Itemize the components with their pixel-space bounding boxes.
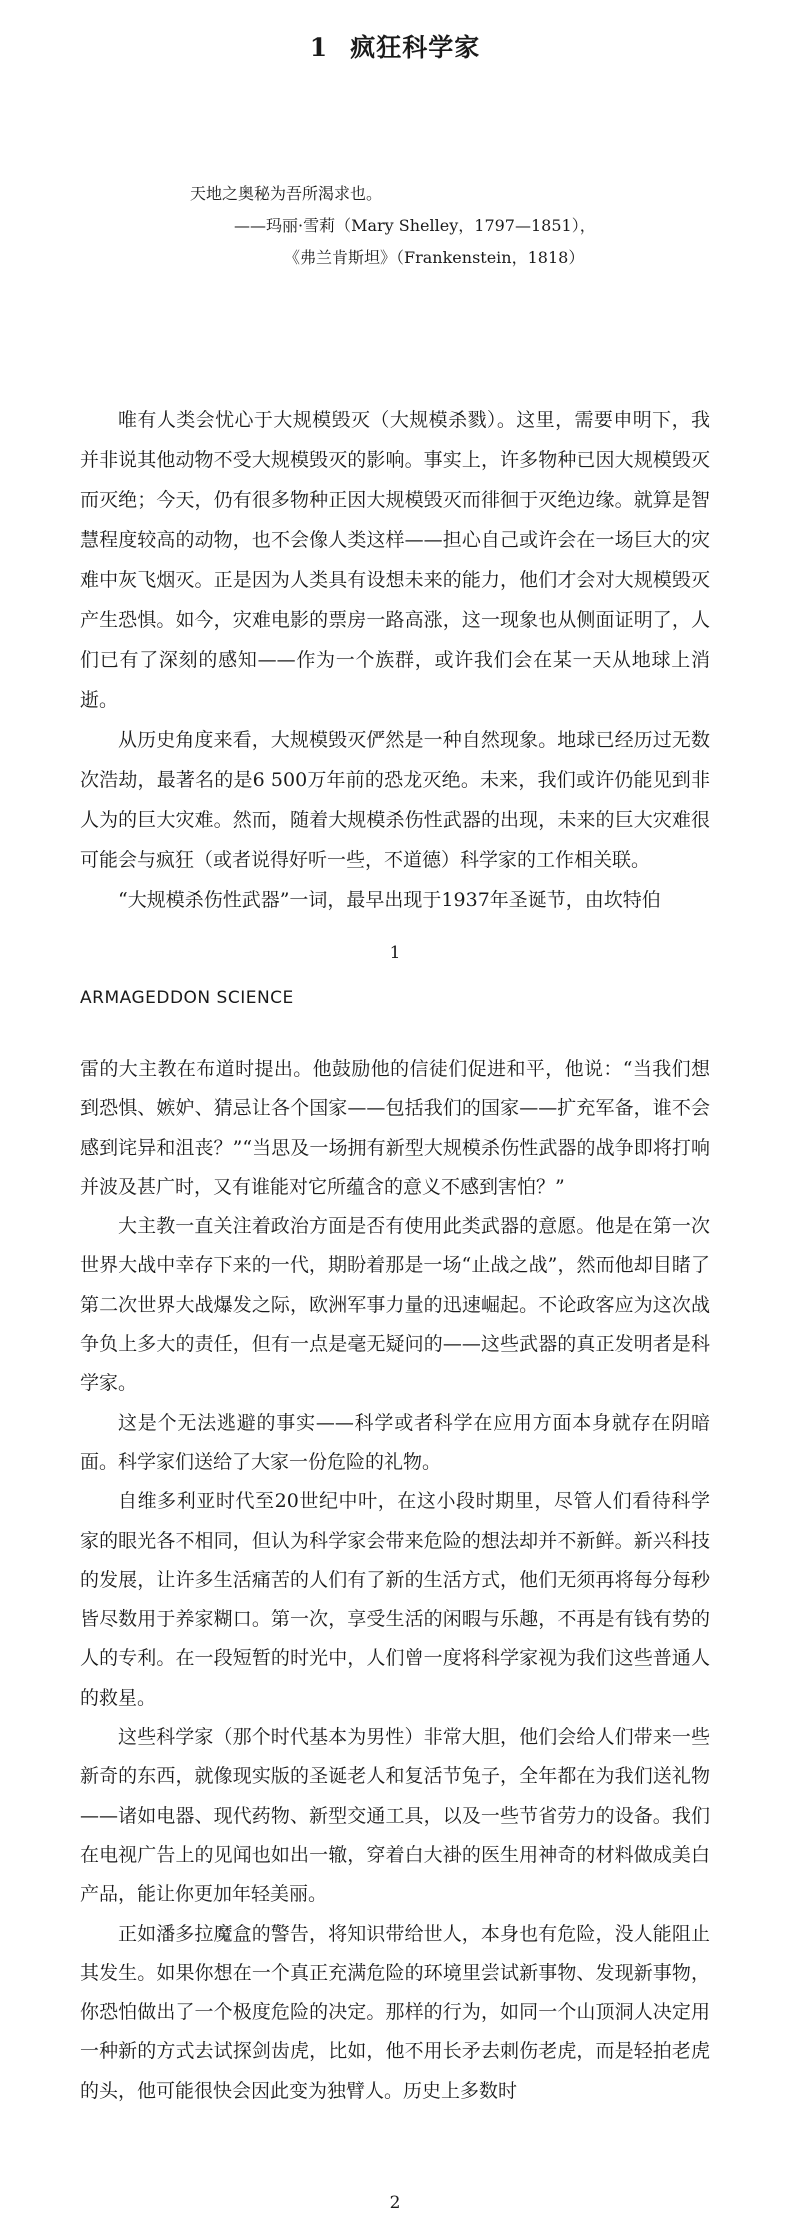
running-head: ARMAGEDDON SCIENCE bbox=[80, 988, 294, 1008]
page-2-body bbox=[80, 1050, 710, 2111]
epigraph bbox=[190, 178, 596, 274]
paragraph: 自维多利亚时代至20世纪中叶，在这小段时期里，尽管人们看待科学家的眼光各不相同，但认为科学家会带来危险的想法却并不新鲜。新兴科技的发展，让许多生活痛苦的人们有了新的生活方式，他们无须再将每分每秒皆尽数用于养家糊口。第一次，享受生活的闲暇与乐趣，不再是有钱有势的人的专利。在一段短暂的时光中，人们曾一度将科学家视为我们这些普通人的救星。 bbox=[80, 1490, 710, 1709]
epigraph-work: 《弗兰肯斯坦》（Frankenstein，1818） bbox=[284, 248, 585, 267]
paragraph: 这些科学家（那个时代基本为男性）非常大胆，他们会给人们带来一些新奇的东西，就像现实版的圣诞老人和复活节兔子，全年都在为我们送礼物——诸如电器、现代药物、新型交通工具，以及一些节省劳力的设备。我们在电视广告上的见闻也如出一辙，穿着白大褂的医生用神奇的材料做成美白产品，能让你更加年轻美丽。 bbox=[80, 1726, 710, 1906]
chapter-title-text: 疯狂科学家 bbox=[350, 33, 481, 62]
chapter-title bbox=[0, 28, 790, 64]
page-2 bbox=[0, 990, 790, 2231]
page-number: 1 bbox=[389, 943, 401, 963]
page-1-body bbox=[80, 400, 710, 920]
paragraph: 这是个无法逃避的事实——科学或者科学在应用方面本身就存在阴暗面。科学家们送给了大家一份危险的礼物。 bbox=[80, 1411, 710, 1473]
paragraph: 大主教一直关注着政治方面是否有使用此类武器的意愿。他是在第一次世界大战中幸存下来的一代，期盼着那是一场“止战之战”，然而他却目睹了第二次世界大战爆发之际，欧洲军事力量的迅速崛起。不论政客应为这次战争负上多大的责任，但有一点是毫无疑问的——这些武器的真正发明者是科学家。 bbox=[80, 1215, 710, 1395]
paragraph: 正如潘多拉魔盒的警告，将知识带给世人，本身也有危险，没人能阻止其发生。如果你想在一个真正充满危险的环境里尝试新事物、发现新事物，你恐怕做出了一个极度危险的决定。那样的行为，如同一个山顶洞人决定用一种新的方式去试探剑齿虎，比如，他不用长矛去刺伤老虎，而是轻拍老虎的头，他可能很快会因此变为独臂人。历史上多数时 bbox=[80, 1922, 710, 2102]
chapter-number: 1 bbox=[309, 33, 329, 62]
epigraph-author: ——玛丽·雪莉（Mary Shelley，1797—1851）， bbox=[234, 216, 596, 235]
paragraph: 唯有人类会忧心于大规模毁灭（大规模杀戮）。这里，需要申明下，我并非说其他动物不受大规模毁灭的影响。事实上，许多物种已因大规模毁灭而灭绝；今天，仍有很多物种正因大规模毁灭而徘徊于灭绝边缘。就算是智慧程度较高的动物，也不会像人类这样——担心自己或许会在一场巨大的灾难中灰飞烟灭。正是因为人类具有设想未来的能力，他们才会对大规模毁灭产生恐惧。如今，灾难电影的票房一路高涨，这一现象也从侧面证明了，人们已有了深刻的感知——作为一个族群，或许我们会在某一天从地球上消逝。 bbox=[80, 409, 710, 711]
paragraph: 雷的大主教在布道时提出。他鼓励他的信徒们促进和平，他说：“当我们想到恐惧、嫉妒、猜忌让各个国家——包括我们的国家——扩充军备，谁不会感到诧异和沮丧？”“当思及一场拥有新型大规模杀伤性武器的战争即将打响并波及甚广时，又有谁能对它所蕴含的意义不感到害怕？” bbox=[80, 1058, 710, 1198]
epigraph-quote: 天地之奥秘为吾所渴求也。 bbox=[190, 184, 383, 203]
page-1 bbox=[0, 0, 790, 990]
paragraph: “大规模杀伤性武器”一词，最早出现于1937年圣诞节，由坎特伯 bbox=[118, 889, 661, 911]
paragraph: 从历史角度来看，大规模毁灭俨然是一种自然现象。地球已经历过无数次浩劫，最著名的是6 500万年前的恐龙灭绝。未来，我们或许仍能见到非人为的巨大灾难。然而，随着大规模杀伤性武器的出现，未来的巨大灾难很可能会与疯狂（或者说得好听一些，不道德）科学家的工作相关联。 bbox=[80, 729, 710, 871]
page-number: 2 bbox=[389, 2193, 401, 2213]
